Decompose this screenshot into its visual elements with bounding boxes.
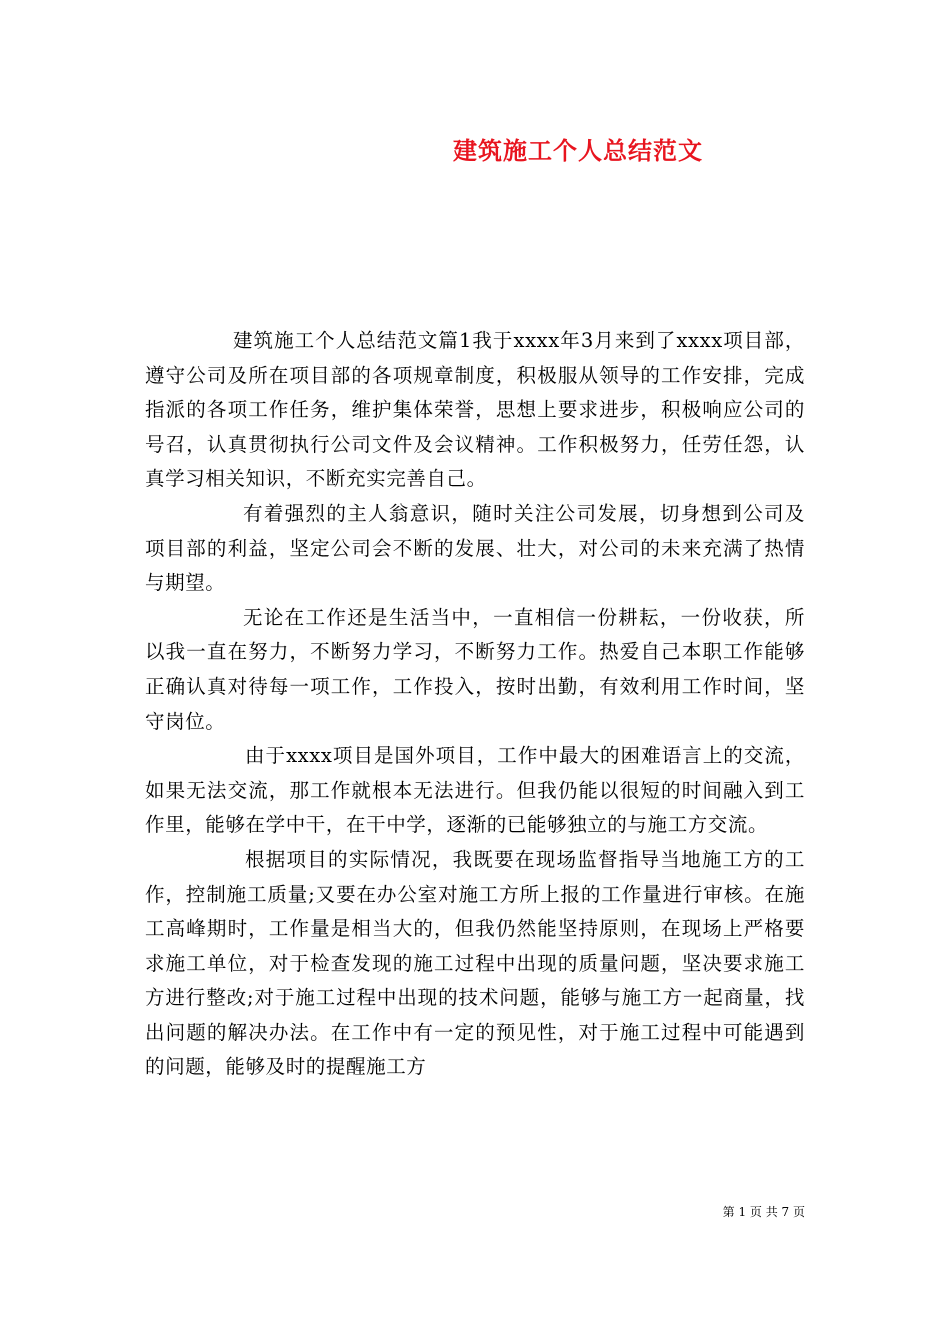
document-title: 建筑施工个人总结范文 (453, 136, 703, 165)
paragraph-3: 无论在工作还是生活当中，一直相信一份耕耘，一份收获，所以我一直在努力，不断努力学习，不断努力工作。热爱自己本职工作能够正确认真对待每一项工作，工作投入，按时出勤，有效利用工作时间，坚守岗位。 (145, 605, 805, 733)
paragraph-5: 根据项目的实际情况，我既要在现场监督指导当地施工方的工作，控制施工质量;又要在办公室对施工方所上报的工作量进行审核。在施工高峰期时，工作量是相当大的，但我仍然能坚持原则，在现场上严格要求施工单位，对于检查发现的施工过程中出现的质量问题，坚决要求施工方进行整改;对于施工过程中出现的技术问题，能够与施工方一起商量，找出问题的解决办法。在工作中有一定的预见性，对于施工过程中可能遇到的问题，能够及时的提醒施工方 (145, 847, 805, 1079)
paragraph-1: 建筑施工个人总结范文篇1我于xxxx年3月来到了xxxx项目部，遵守公司及所在项目部的各项规章制度，积极服从领导的工作安排，完成指派的各项工作任务，维护集体荣誉，思想上要求进步，积极响应公司的号召，认真贯彻执行公司文件及会议精神。工作积极努力，任劳任怨，认真学习相关知识，不断充实完善自己。 (145, 329, 805, 491)
page-number-footer: 第 1 页 共 7 页 (722, 1205, 805, 1219)
paragraph-2: 有着强烈的主人翁意识，随时关注公司发展，切身想到公司及项目部的利益，坚定公司会不断的发展、壮大，对公司的未来充满了热情与期望。 (145, 501, 805, 595)
paragraph-4: 由于xxxx项目是国外项目，工作中最大的困难语言上的交流，如果无法交流，那工作就根本无法进行。但我仍能以很短的时间融入到工作里，能够在学中干，在干中学，逐渐的已能够独立的与施工方交流。 (145, 744, 805, 837)
document-body (145, 324, 805, 1085)
